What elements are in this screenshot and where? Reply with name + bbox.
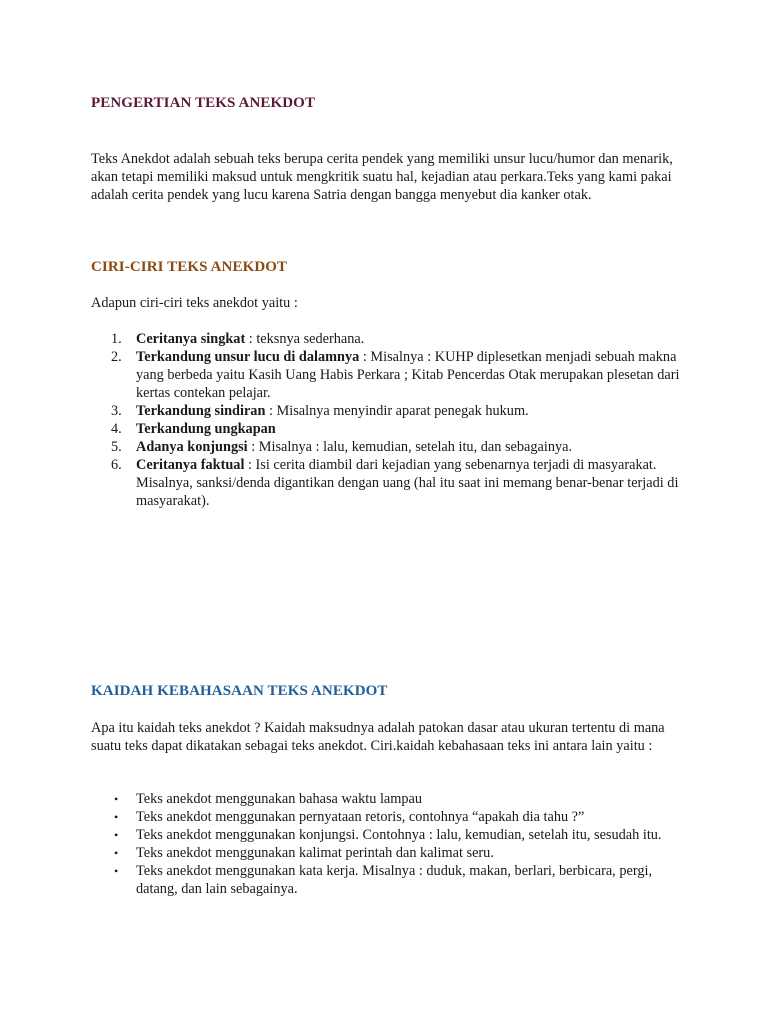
bullet-icon: • [114,864,119,878]
list-item [91,348,691,402]
list-number: 1. [111,331,122,347]
list-item-text: : Misalnya : KUHP diplesetkan menjadi sebuah makna yang berbeda yaitu Kasih Uang Habis Perkara ; Kitab Pencerdas Otak merupakan plesetan dari kertas contekan pelajar. [136,349,680,401]
bullet-text: Teks anekdot menggunakan konjungsi. Contohnya : lalu, kemudian, setelah itu, sesudah itu. [136,827,662,843]
bullet-item [91,862,691,898]
list-item [91,420,691,438]
list-item-term: Adanya konjungsi [136,439,248,455]
bullet-item [91,808,691,826]
paragraph-pengertian: Teks Anekdot adalah sebuah teks berupa cerita pendek yang memiliki unsur lucu/humor dan menarik, akan tetapi memiliki maksud untuk mengkritik suatu hal, kejadian atau perkara.Teks yang kami pakai adalah cerita pendek yang lucu karena Satria dengan bangga menyebut dia kanker otak. [91,151,673,203]
bullet-icon: • [114,828,119,842]
list-item-text: : teksnya sederhana. [245,331,365,347]
list-item-term: Ceritanya singkat [136,331,246,347]
paragraph-kaidah: Apa itu kaidah teks anekdot ? Kaidah maksudnya adalah patokan dasar atau ukuran tertentu di mana suatu teks dapat dikatakan sebagai teks anekdot. Ciri.kaidah kebahasaan teks ini antara lain yaitu : [91,720,665,754]
heading-pengertian: PENGERTIAN TEKS ANEKDOT [91,95,316,111]
bullet-item [91,790,691,808]
list-number: 4. [111,421,122,437]
bullet-icon: • [114,792,119,806]
list-item-text: : Misalnya : lalu, kemudian, setelah itu, dan sebagainya. [247,439,573,455]
list-item-term: Terkandung ungkapan [136,421,276,437]
bullet-icon: • [114,846,119,860]
ciri-ciri-list [91,330,691,510]
paragraph-ciri-intro: Adapun ciri-ciri teks anekdot yaitu : [91,295,298,311]
list-item [91,456,691,510]
list-number: 2. [111,349,122,365]
kaidah-bullet-list [91,790,691,898]
list-item-term: Ceritanya faktual [136,457,245,473]
bullet-icon: • [114,810,119,824]
list-item [91,438,691,456]
list-number: 5. [111,439,122,455]
list-item-term: Terkandung sindiran [136,403,266,419]
list-item [91,330,691,348]
bullet-item [91,844,691,862]
list-number: 3. [111,403,122,419]
list-item [91,402,691,420]
list-item-term: Terkandung unsur lucu di dalamnya [136,349,360,365]
bullet-text: Teks anekdot menggunakan kata kerja. Misalnya : duduk, makan, berlari, berbicara, pergi, datang, dan lain sebagainya. [136,863,653,897]
list-number: 6. [111,457,122,473]
heading-kaidah-kebahasaan: KAIDAH KEBAHASAAN TEKS ANEKDOT [91,683,388,699]
list-item-text: : Misalnya menyindir aparat penegak hukum. [265,403,529,419]
bullet-text: Teks anekdot menggunakan pernyataan retoris, contohnya “apakah dia tahu ?” [136,809,585,825]
bullet-item [91,826,691,844]
heading-ciri-ciri: CIRI-CIRI TEKS ANEKDOT [91,259,288,275]
list-item-text: : Isi cerita diambil dari kejadian yang sebenarnya terjadi di masyarakat. Misalnya, sanksi/denda digantikan dengan uang (hal itu saat ini memang benar-benar terjadi di masyarakat). [136,457,679,509]
bullet-text: Teks anekdot menggunakan bahasa waktu lampau [136,791,423,807]
bullet-text: Teks anekdot menggunakan kalimat perintah dan kalimat seru. [136,845,494,861]
